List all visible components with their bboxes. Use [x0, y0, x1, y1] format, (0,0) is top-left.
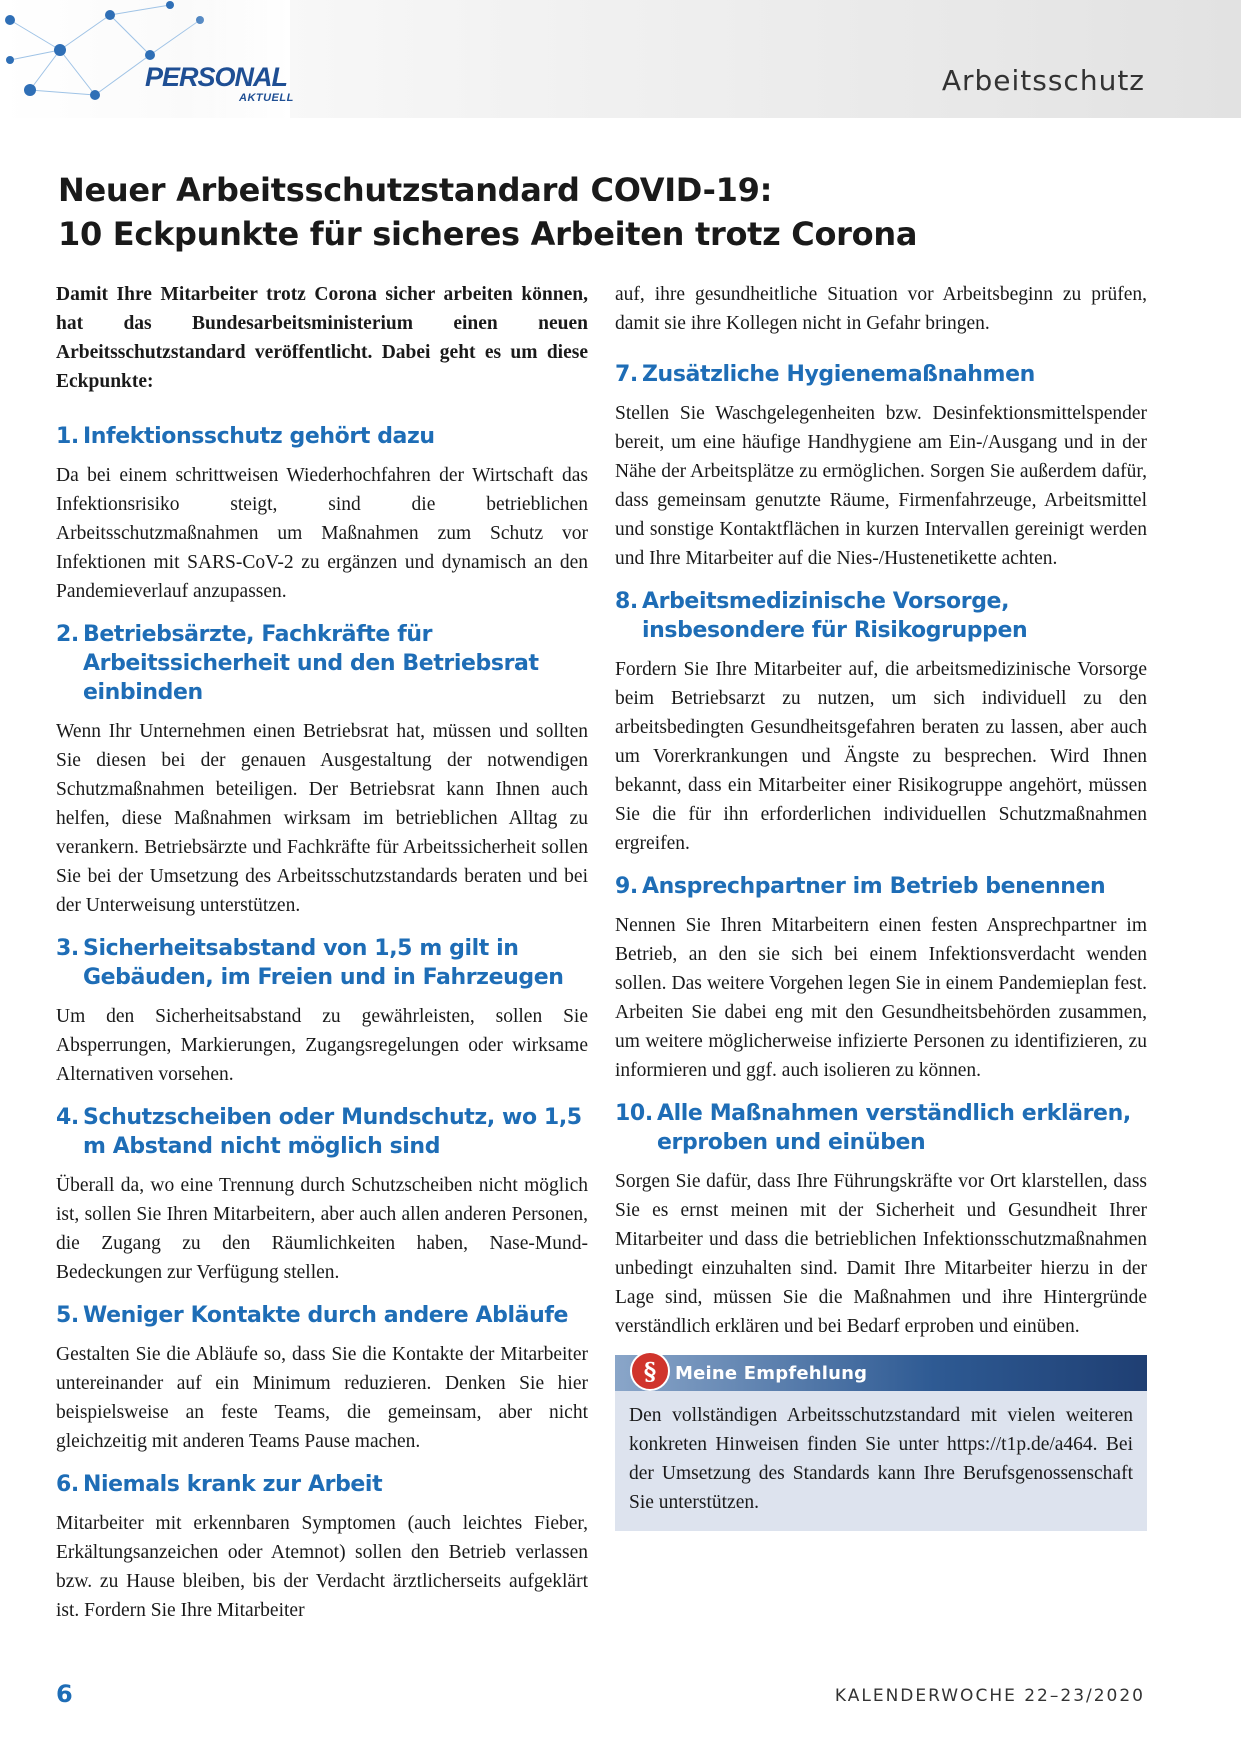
logo-main-text: PERSONAL [145, 62, 288, 92]
section-body: Fordern Sie Ihre Mitarbeiter auf, die arbeitsmedizinische Vorsorge beim Betriebsarzt zu nutzen, um sich individuell zu den arbeitsbedingten Gesundheitsgefahren beraten zu lassen, aber auch um Vorerkrankungen und Ängste zu besprechen. Wird Ihnen bekannt, dass ein Mitarbeiter einer Risikogruppe angehört, müssen Sie die für ihn erforderlichen individuellen Schutzmaßnahmen ergreifen. [615, 659, 1147, 854]
left-column [56, 280, 588, 1639]
section-heading-text: Sicherheitsabstand von 1,5 m gilt in Gebäuden, im Freien und in Fahrzeugen [83, 936, 564, 990]
section-10 [615, 1099, 1147, 1341]
section-1 [56, 422, 588, 606]
section-heading-text: Weniger Kontakte durch andere Abläufe [83, 1303, 569, 1328]
section-heading [56, 620, 588, 707]
logo-sub-text: AKTUELL [239, 92, 294, 104]
right-column [615, 280, 1147, 1531]
section-heading-text: Alle Maßnahmen verständlich erklären, erproben und einüben [657, 1101, 1131, 1155]
section-heading [56, 1470, 588, 1499]
section-body: Um den Sicherheitsabstand zu gewährleisten, sollen Sie Absperrungen, Markierungen, Zugangsregelungen oder wirksame Alternativen vorsehen. [56, 1006, 588, 1085]
section-number: 7. [615, 362, 638, 387]
section-heading [615, 360, 1147, 389]
page-number: 6 [56, 1680, 73, 1708]
recommendation-box [615, 1355, 1147, 1531]
section-2 [56, 620, 588, 920]
section-4 [56, 1103, 588, 1287]
section-body: Überall da, wo eine Trennung durch Schutzscheiben nicht möglich ist, sollen Sie Ihren Mitarbeitern, aber auch allen anderen Personen, die Zugang zu den Räumlichkeiten haben, Nase-Mund-Bedeckungen zur Verfügung stellen. [56, 1175, 588, 1283]
section-heading-text: Zusätzliche Hygienemaßnahmen [642, 362, 1035, 387]
section-9 [615, 872, 1147, 1085]
recommendation-header [615, 1355, 1147, 1391]
section-heading-text: Niemals krank zur Arbeit [83, 1472, 383, 1497]
section-number: 8. [615, 589, 638, 614]
title-line-1: Neuer Arbeitsschutzstandard COVID-19: [58, 171, 773, 209]
title-line-2: 10 Eckpunkte für sicheres Arbeiten trotz Corona [58, 215, 918, 253]
section-heading-text: Ansprechpartner im Betrieb benennen [642, 874, 1106, 899]
section-6 [56, 1470, 588, 1625]
issue-label: KALENDERWOCHE 22–23/2020 [834, 1686, 1145, 1706]
page-header [0, 0, 1241, 118]
section-heading-text: Arbeitsmedizinische Vorsorge, insbesondere für Risikogruppen [642, 589, 1028, 643]
section-body: Stellen Sie Waschgelegenheiten bzw. Desinfektionsmittelspender bereit, um eine häufige Handhygiene am Ein-/Ausgang und in der Nähe der Arbeitsplätze zu ermöglichen. Sorgen Sie außerdem dafür, dass gemeinsam genutzte Räume, Firmenfahrzeuge, Arbeitsmittel und sonstige Kontaktflächen in kurzen Intervallen gereinigt werden und Ihre Mitarbeiter auf die Nies-/Hustenetikette achten. [615, 403, 1147, 569]
paragraph-icon: § [630, 1351, 670, 1391]
section-heading-text: Schutzscheiben oder Mundschutz, wo 1,5 m Abstand nicht möglich sind [83, 1105, 582, 1159]
section-body: Sorgen Sie dafür, dass Ihre Führungskräfte vor Ort klarstellen, dass Sie es ernst meinen mit der Sicherheit und Gesundheit Ihrer Mitarbeiter und dass die betrieblichen Infektionsschutzmaßnahmen unbedingt einzuhalten sind. Damit Ihre Mitarbeiter hierzu in der Lage sind, müssen Sie die Maßnahmen und ihre Hintergründe verständlich erklären und bei Bedarf erproben und einüben. [615, 1171, 1147, 1337]
section-heading-text: Betriebsärzte, Fachkräfte für Arbeitssicherheit und den Betriebsrat einbinden [83, 622, 539, 705]
personal-aktuell-logo [145, 62, 294, 104]
section-heading [615, 587, 1147, 645]
section-8 [615, 587, 1147, 858]
section-label: Arbeitsschutz [941, 64, 1145, 97]
section-heading-text: Infektionsschutz gehört dazu [83, 424, 435, 449]
section-body: Gestalten Sie die Abläufe so, dass Sie die Kontakte der Mitarbeiter untereinander auf ein Minimum reduzieren. Denken Sie hier beispielsweise an feste Teams, die gemeinsam, aber nicht gleichzeitig mit anderen Teams Pause machen. [56, 1344, 588, 1452]
section-heading [56, 1103, 588, 1161]
section-3 [56, 934, 588, 1089]
recommendation-body: Den vollständigen Arbeitsschutzstandard mit vielen weiteren konkreten Hinweisen finden Sie unter https://t1p.de/a464. Bei der Umsetzung des Standards kann Ihre Berufsgenossenschaft Sie unterstützen. [629, 1405, 1133, 1513]
section-body: Da bei einem schrittweisen Wiederhochfahren der Wirtschaft das Infektionsrisiko steigt, sind die betrieblichen Arbeitsschutzmaßnahmen um Maßnahmen zum Schutz vor Infektionen mit SARS-CoV-2 zu ergänzen und dynamisch an den Pandemieverlauf anzupassen. [56, 465, 588, 602]
section-number: 2. [56, 622, 79, 647]
recommendation-title: Meine Empfehlung [675, 1362, 868, 1384]
section-7 [615, 360, 1147, 573]
section-6-continued: auf, ihre gesundheitliche Situation vor Arbeitsbeginn zu prüfen, damit sie ihre Kollegen nicht in Gefahr bringen. [615, 284, 1147, 334]
section-heading [615, 1099, 1147, 1157]
section-body: Nennen Sie Ihren Mitarbeitern einen festen Ansprechpartner im Betrieb, an den sie sich bei einem Infektionsverdacht wenden sollen. Das weitere Vorgehen legen Sie in einem Pandemieplan fest. Arbeiten Sie dabei eng mit den Gesundheitsbehörden zusammen, um weitere möglicherweise infizierte Personen zu identifizieren, zu informieren und ggf. auch isolieren zu können. [615, 915, 1147, 1081]
section-number: 10. [615, 1101, 653, 1126]
section-heading [615, 872, 1147, 901]
section-heading [56, 934, 588, 992]
section-5 [56, 1301, 588, 1456]
section-heading [56, 422, 588, 451]
section-number: 6. [56, 1472, 79, 1497]
section-number: 1. [56, 424, 79, 449]
section-number: 5. [56, 1303, 79, 1328]
article-title [58, 168, 1178, 256]
section-number: 4. [56, 1105, 79, 1130]
section-body: Mitarbeiter mit erkennbaren Symptomen (auch leichtes Fieber, Erkältungsanzeichen oder Atemnot) sollen den Betrieb verlassen bzw. zu Hause bleiben, bis der Verdacht ärztlicherseits aufgeklärt ist. Fordern Sie Ihre Mitarbeiter [56, 1513, 588, 1621]
section-body: Wenn Ihr Unternehmen einen Betriebsrat hat, müssen und sollten Sie diesen bei der genauen Ausgestaltung der notwendigen Schutzmaßnahmen beteiligen. Der Betriebsrat kann Ihnen auch helfen, diese Maßnahmen wirksam im betrieblichen Alltag zu verankern. Betriebsärzte und Fachkräfte für Arbeitssicherheit sollen Sie bei der Umsetzung des Arbeitsschutzstandards beraten und bei der Unterweisung unterstützen. [56, 721, 588, 916]
section-number: 9. [615, 874, 638, 899]
section-number: 3. [56, 936, 79, 961]
section-heading [56, 1301, 588, 1330]
intro-paragraph: Damit Ihre Mitarbeiter trotz Corona sicher arbeiten können, hat das Bundesarbeitsministerium einen neuen Arbeitsschutzstandard veröffentlicht. Dabei geht es um diese Eckpunkte: [56, 284, 588, 392]
